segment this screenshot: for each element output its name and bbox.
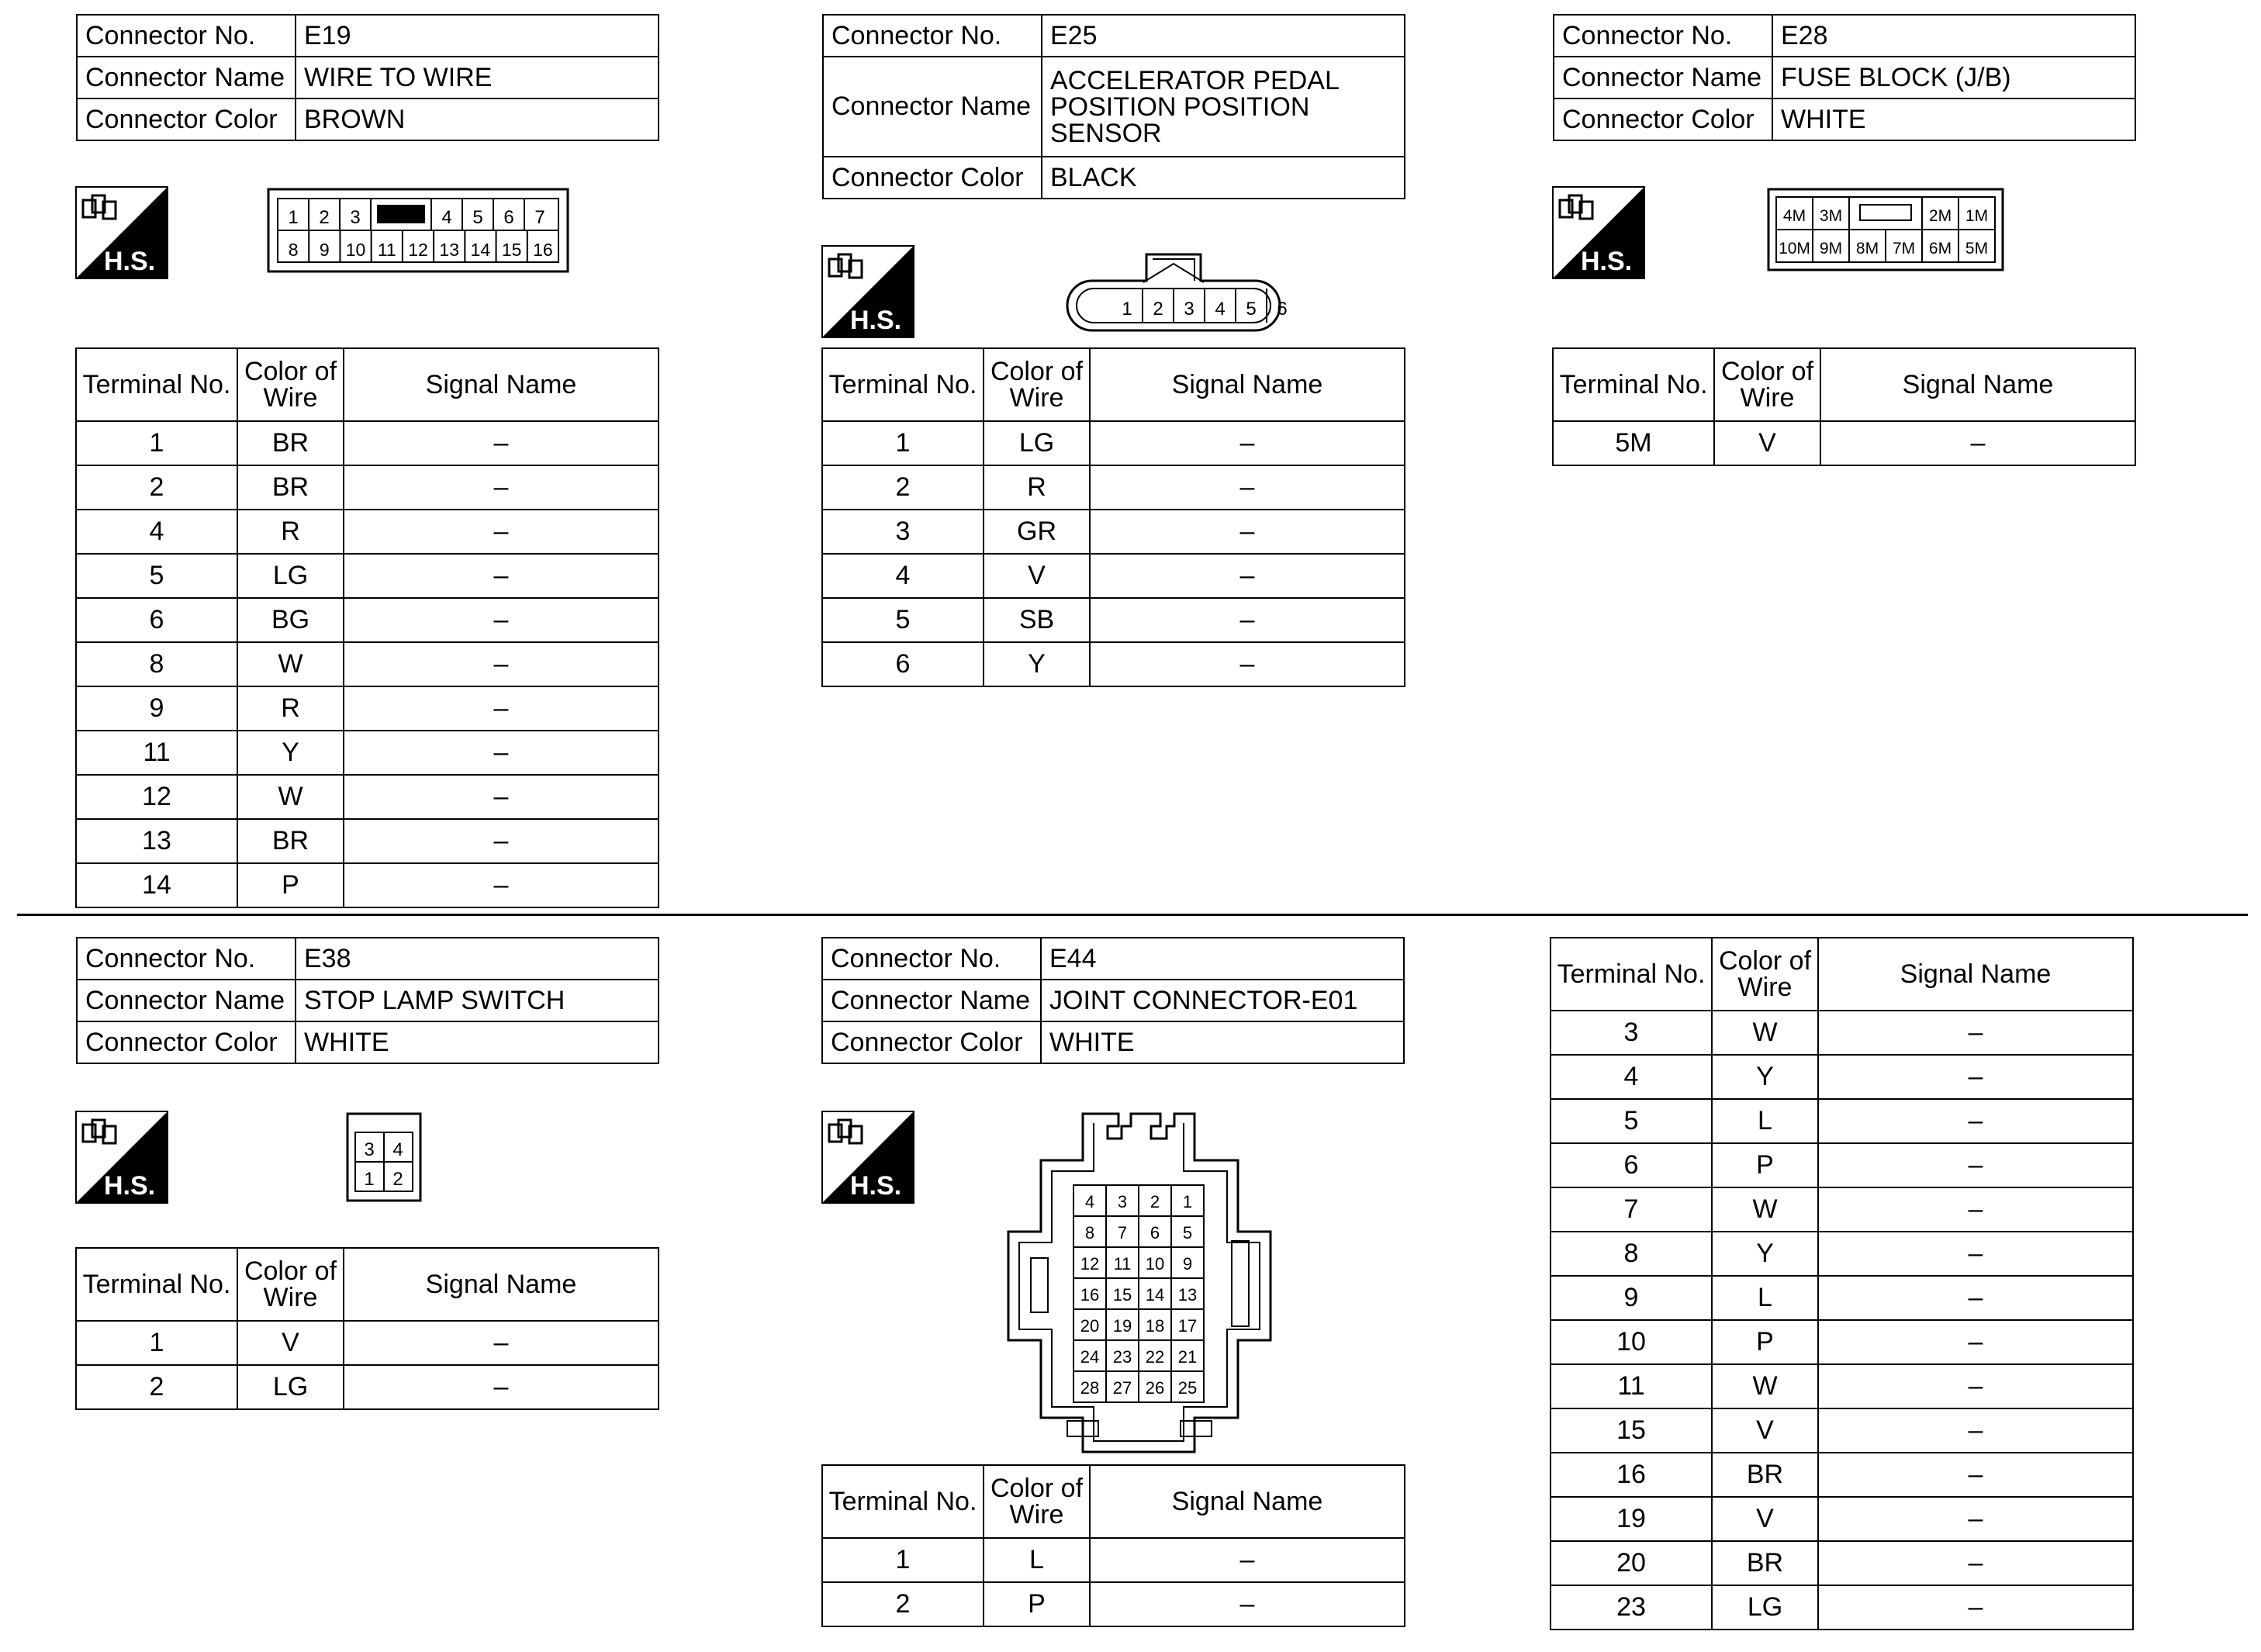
terminal-no: 1 [76, 421, 237, 465]
pin-label: 10M [1779, 240, 1810, 257]
signal-name: – [1818, 1497, 2133, 1541]
wire-color: Y [1712, 1055, 1818, 1099]
info-value: BLACK [1042, 157, 1405, 199]
e25-info-table [822, 14, 1405, 199]
signal-name: – [1090, 1538, 1405, 1582]
table-row [1551, 1187, 2133, 1232]
signal-name: – [1090, 465, 1405, 510]
terminal-no: 3 [1551, 1011, 1712, 1055]
table-row [822, 642, 1405, 686]
info-value: E25 [1042, 15, 1405, 57]
column-header: Color of Wire [1714, 348, 1820, 421]
wire-color: V [1712, 1497, 1818, 1541]
terminal-no: 5 [822, 598, 984, 642]
column-header: Terminal No. [1553, 348, 1714, 421]
pin-label: 2 [392, 1169, 403, 1190]
signal-name: – [1818, 1276, 2133, 1320]
terminal-no: 14 [76, 863, 237, 907]
terminal-no: 15 [1551, 1408, 1712, 1453]
table-row [1551, 1011, 2133, 1055]
terminal-no: 2 [822, 465, 984, 510]
info-label: Connector No. [1554, 15, 1772, 57]
terminal-no: 3 [822, 510, 984, 554]
info-label: Connector No. [77, 15, 296, 57]
e44-connector-face [1005, 1111, 1274, 1459]
terminal-no: 13 [76, 819, 237, 863]
signal-name: – [1090, 421, 1405, 465]
terminal-no: 19 [1551, 1497, 1712, 1541]
terminal-no: 4 [1551, 1055, 1712, 1099]
pin-label: 27 [1112, 1378, 1132, 1398]
terminal-no: 5 [76, 554, 237, 598]
info-label: Connector Name [77, 57, 296, 98]
e19-info-table [76, 14, 659, 141]
pin-label: 16 [1080, 1285, 1100, 1305]
pin-label: 7M [1892, 240, 1916, 257]
table-row [76, 1365, 659, 1409]
e44-terminal-table [821, 1464, 1405, 1627]
wire-color: L [1712, 1276, 1818, 1320]
table-row [822, 421, 1405, 465]
signal-name: – [1818, 1408, 2133, 1453]
pin-label: 4 [1084, 1192, 1095, 1211]
pin-label: 8 [288, 240, 299, 260]
table-row [76, 421, 659, 465]
wire-color: V [984, 554, 1090, 598]
e28-info-table [1553, 14, 2136, 141]
terminal-no: 8 [1551, 1232, 1712, 1276]
signal-name: – [344, 731, 659, 775]
info-label: Connector Color [77, 1021, 296, 1063]
info-value: WIRE TO WIRE [296, 57, 659, 98]
wire-color: SB [984, 598, 1090, 642]
pin-label: 22 [1145, 1347, 1165, 1367]
wire-color: W [1712, 1364, 1818, 1408]
e38-connector-face [346, 1112, 422, 1206]
terminal-no: 2 [76, 465, 237, 510]
pin-label: 5 [472, 207, 483, 228]
wire-color: V [1712, 1408, 1818, 1453]
wire-color: LG [237, 554, 344, 598]
wire-color: W [1712, 1187, 1818, 1232]
pin-label: 3M [1819, 207, 1843, 225]
pin-label: 7 [1117, 1223, 1128, 1242]
wire-color: W [1712, 1011, 1818, 1055]
pin-label: 6 [503, 207, 514, 228]
signal-name: – [1090, 510, 1405, 554]
e25-terminal-table [821, 347, 1405, 687]
signal-name: – [1820, 421, 2135, 465]
pin-label: 9 [1182, 1254, 1193, 1274]
harness-side-icon [1552, 186, 1645, 283]
wire-color: BR [1712, 1541, 1818, 1585]
e25-connector-face [1061, 250, 1286, 339]
info-label: Connector Color [823, 157, 1042, 199]
wire-color: LG [984, 421, 1090, 465]
wire-color: LG [237, 1365, 344, 1409]
harness-side-icon [75, 1111, 168, 1208]
pin-label: 19 [1112, 1316, 1132, 1336]
pin-label: 3 [1184, 299, 1194, 320]
e44-terminal-table-continued [1550, 937, 2134, 1630]
table-row [76, 598, 659, 642]
wire-color: V [1714, 421, 1820, 465]
table-row [822, 1582, 1405, 1626]
info-label: Connector No. [823, 15, 1042, 57]
wire-color: V [237, 1321, 344, 1365]
signal-name: – [1090, 598, 1405, 642]
terminal-no: 9 [76, 686, 237, 731]
pin-label: 2 [1150, 1192, 1160, 1211]
pin-label: 25 [1177, 1378, 1198, 1398]
wire-color: Y [1712, 1232, 1818, 1276]
key-slot [377, 205, 425, 223]
info-label: Connector Name [823, 57, 1042, 157]
terminal-no: 5M [1553, 421, 1714, 465]
table-row [1551, 1320, 2133, 1364]
terminal-no: 6 [76, 598, 237, 642]
pin-label: 7 [534, 207, 545, 228]
pin-label: 11 [377, 240, 396, 260]
harness-side-icon [821, 245, 914, 342]
terminal-no: 2 [76, 1365, 237, 1409]
info-value: WHITE [1041, 1021, 1404, 1063]
hs-label: H.S. [849, 306, 902, 335]
column-header: Signal Name [1820, 348, 2135, 421]
info-label: Connector No. [77, 938, 296, 980]
signal-name: – [344, 642, 659, 686]
signal-name: – [1818, 1011, 2133, 1055]
pin-label: 3 [350, 207, 361, 228]
signal-name: – [1818, 1364, 2133, 1408]
info-value: WHITE [1772, 98, 2135, 140]
pin-label: 6 [1150, 1223, 1160, 1242]
key-slot [1860, 205, 1911, 220]
section-divider [17, 914, 2248, 916]
column-header: Signal Name [1090, 1465, 1405, 1538]
wire-color: BR [237, 465, 344, 510]
table-row [1551, 1143, 2133, 1187]
column-header: Color of Wire [237, 348, 344, 421]
terminal-no: 1 [822, 421, 984, 465]
signal-name: – [344, 465, 659, 510]
wire-color: P [984, 1582, 1090, 1626]
table-row [1551, 1497, 2133, 1541]
terminal-no: 10 [1551, 1320, 1712, 1364]
pin-label: 20 [1080, 1316, 1100, 1336]
pin-label: 8M [1855, 240, 1879, 257]
e44-info-table [821, 937, 1405, 1064]
signal-name: – [1818, 1055, 2133, 1099]
terminal-no: 6 [1551, 1143, 1712, 1187]
table-row [1551, 1541, 2133, 1585]
pin-label: 3 [364, 1139, 375, 1160]
wire-color: L [984, 1538, 1090, 1582]
wire-color: L [1712, 1099, 1818, 1143]
pin-label: 1 [364, 1169, 375, 1190]
pin-label: 28 [1080, 1378, 1100, 1398]
signal-name: – [1818, 1232, 2133, 1276]
wire-color: Y [984, 642, 1090, 686]
column-header: Signal Name [1090, 348, 1405, 421]
info-value: STOP LAMP SWITCH [296, 980, 659, 1021]
signal-name: – [344, 1321, 659, 1365]
pin-label: 24 [1080, 1347, 1100, 1367]
table-row [822, 510, 1405, 554]
table-row [1551, 1232, 2133, 1276]
terminal-no: 11 [76, 731, 237, 775]
e28-terminal-table [1552, 347, 2136, 466]
table-row [76, 465, 659, 510]
hs-label: H.S. [849, 1171, 902, 1201]
table-row [1553, 421, 2135, 465]
column-header: Color of Wire [1712, 938, 1818, 1011]
info-value: BROWN [296, 98, 659, 140]
pin-label: 10 [1145, 1254, 1165, 1274]
signal-name: – [1818, 1143, 2133, 1187]
info-value: E19 [296, 15, 659, 57]
signal-name: – [1818, 1320, 2133, 1364]
pin-label: 21 [1177, 1347, 1198, 1367]
info-value: E38 [296, 938, 659, 980]
pin-label: 1M [1965, 207, 1989, 225]
wire-color: P [1712, 1143, 1818, 1187]
info-label: Connector Name [822, 980, 1041, 1021]
e19-connector-face [267, 188, 569, 277]
info-label: Connector Color [1554, 98, 1772, 140]
pin-label: 23 [1112, 1347, 1132, 1367]
signal-name: – [344, 554, 659, 598]
table-row [76, 510, 659, 554]
pin-label: 4 [1215, 299, 1226, 320]
pin-label: 12 [408, 240, 428, 260]
signal-name: – [344, 819, 659, 863]
pin-label: 8 [1084, 1223, 1095, 1242]
column-header: Signal Name [344, 348, 659, 421]
table-row [76, 642, 659, 686]
table-row [76, 731, 659, 775]
table-row [76, 819, 659, 863]
pin-label: 3 [1117, 1192, 1128, 1211]
wire-color: P [1712, 1320, 1818, 1364]
signal-name: – [1818, 1187, 2133, 1232]
hs-label: H.S. [103, 1171, 156, 1201]
signal-name: – [1090, 1582, 1405, 1626]
terminal-no: 2 [822, 1582, 984, 1626]
table-row [1551, 1364, 2133, 1408]
pin-label: 6M [1928, 240, 1952, 257]
e28-connector-face [1767, 188, 2004, 275]
column-header: Signal Name [1818, 938, 2133, 1011]
pin-label: 15 [501, 240, 522, 260]
signal-name: – [344, 1365, 659, 1409]
terminal-no: 4 [76, 510, 237, 554]
table-row [76, 863, 659, 907]
table-row [1551, 1099, 2133, 1143]
pin-label: 5 [1182, 1223, 1193, 1242]
pin-label: 4M [1782, 207, 1806, 225]
pin-label: 26 [1145, 1378, 1165, 1398]
info-value: FUSE BLOCK (J/B) [1772, 57, 2135, 98]
pin-label: 2 [319, 207, 330, 228]
wire-color: R [237, 510, 344, 554]
wire-color: BR [237, 421, 344, 465]
column-header: Terminal No. [1551, 938, 1712, 1011]
table-row [1551, 1408, 2133, 1453]
terminal-no: 12 [76, 775, 237, 819]
column-header: Terminal No. [76, 1248, 237, 1321]
pin-label: 18 [1145, 1316, 1165, 1336]
terminal-no: 1 [76, 1321, 237, 1365]
terminal-no: 7 [1551, 1187, 1712, 1232]
wire-color: LG [1712, 1585, 1818, 1630]
column-header: Color of Wire [237, 1248, 344, 1321]
table-row [822, 465, 1405, 510]
wire-color: BR [237, 819, 344, 863]
info-label: Connector Color [77, 98, 296, 140]
table-row [822, 554, 1405, 598]
table-row [76, 554, 659, 598]
pin-label: 10 [345, 240, 366, 260]
signal-name: – [344, 421, 659, 465]
wire-color: W [237, 775, 344, 819]
table-row [76, 775, 659, 819]
column-header: Terminal No. [822, 348, 984, 421]
e38-info-table [76, 937, 659, 1064]
pin-label: 1 [288, 207, 299, 228]
pin-label: 17 [1177, 1316, 1198, 1336]
pin-label: 14 [470, 240, 491, 260]
pin-label: 9 [319, 240, 330, 260]
terminal-no: 11 [1551, 1364, 1712, 1408]
signal-name: – [344, 863, 659, 907]
table-row [1551, 1276, 2133, 1320]
signal-name: – [1818, 1099, 2133, 1143]
signal-name: – [344, 775, 659, 819]
pin-label: 12 [1080, 1254, 1100, 1274]
pin-label: 5M [1965, 240, 1989, 257]
terminal-no: 6 [822, 642, 984, 686]
column-header: Color of Wire [984, 1465, 1090, 1538]
pin-label: 9M [1819, 240, 1843, 257]
info-value: E44 [1041, 938, 1404, 980]
terminal-no: 4 [822, 554, 984, 598]
wire-color: W [237, 642, 344, 686]
pin-label: 4 [441, 207, 452, 228]
info-label: Connector Name [1554, 57, 1772, 98]
signal-name: – [1818, 1585, 2133, 1630]
terminal-no: 5 [1551, 1099, 1712, 1143]
e19-terminal-table [75, 347, 659, 908]
harness-side-icon [821, 1111, 914, 1208]
wire-color: P [237, 863, 344, 907]
wire-color: R [237, 686, 344, 731]
wire-color: BG [237, 598, 344, 642]
wire-color: GR [984, 510, 1090, 554]
pin-label: 6 [1277, 299, 1288, 320]
pin-label: 4 [392, 1139, 403, 1160]
pin-label: 15 [1112, 1285, 1132, 1305]
signal-name: – [344, 510, 659, 554]
info-label: Connector Color [822, 1021, 1041, 1063]
terminal-no: 9 [1551, 1276, 1712, 1320]
pin-label: 5 [1246, 299, 1257, 320]
pin-label: 2 [1153, 299, 1163, 320]
terminal-no: 23 [1551, 1585, 1712, 1630]
terminal-no: 1 [822, 1538, 984, 1582]
terminal-no: 16 [1551, 1453, 1712, 1497]
pin-label: 11 [1113, 1254, 1132, 1274]
column-header: Terminal No. [822, 1465, 984, 1538]
signal-name: – [1818, 1453, 2133, 1497]
table-row [1551, 1453, 2133, 1497]
info-value: ACCELERATOR PEDAL POSITION POSITION SENSOR [1042, 57, 1405, 157]
signal-name: – [1818, 1541, 2133, 1585]
e38-terminal-table [75, 1247, 659, 1410]
info-value: JOINT CONNECTOR-E01 [1041, 980, 1404, 1021]
table-row [76, 1321, 659, 1365]
wire-color: BR [1712, 1453, 1818, 1497]
info-label: Connector Name [77, 980, 296, 1021]
table-row [76, 686, 659, 731]
signal-name: – [344, 686, 659, 731]
pin-label: 14 [1145, 1285, 1165, 1305]
hs-label: H.S. [1580, 247, 1633, 276]
table-row [1551, 1585, 2133, 1630]
table-row [1551, 1055, 2133, 1099]
pin-label: 16 [533, 240, 553, 260]
signal-name: – [1090, 554, 1405, 598]
terminal-no: 8 [76, 642, 237, 686]
pin-label: 13 [439, 240, 460, 260]
column-header: Signal Name [344, 1248, 659, 1321]
pin-label: 2M [1928, 207, 1952, 225]
wire-color: Y [237, 731, 344, 775]
harness-side-icon [75, 186, 168, 283]
column-header: Color of Wire [984, 348, 1090, 421]
table-row [822, 598, 1405, 642]
hs-label: H.S. [103, 247, 156, 276]
table-row [822, 1538, 1405, 1582]
info-value: E28 [1772, 15, 2135, 57]
wire-color: R [984, 465, 1090, 510]
pin-label: 1 [1122, 299, 1132, 320]
signal-name: – [344, 598, 659, 642]
signal-name: – [1090, 642, 1405, 686]
terminal-no: 20 [1551, 1541, 1712, 1585]
info-value: WHITE [296, 1021, 659, 1063]
column-header: Terminal No. [76, 348, 237, 421]
pin-label: 1 [1182, 1192, 1193, 1211]
pin-label: 13 [1177, 1285, 1198, 1305]
info-label: Connector No. [822, 938, 1041, 980]
